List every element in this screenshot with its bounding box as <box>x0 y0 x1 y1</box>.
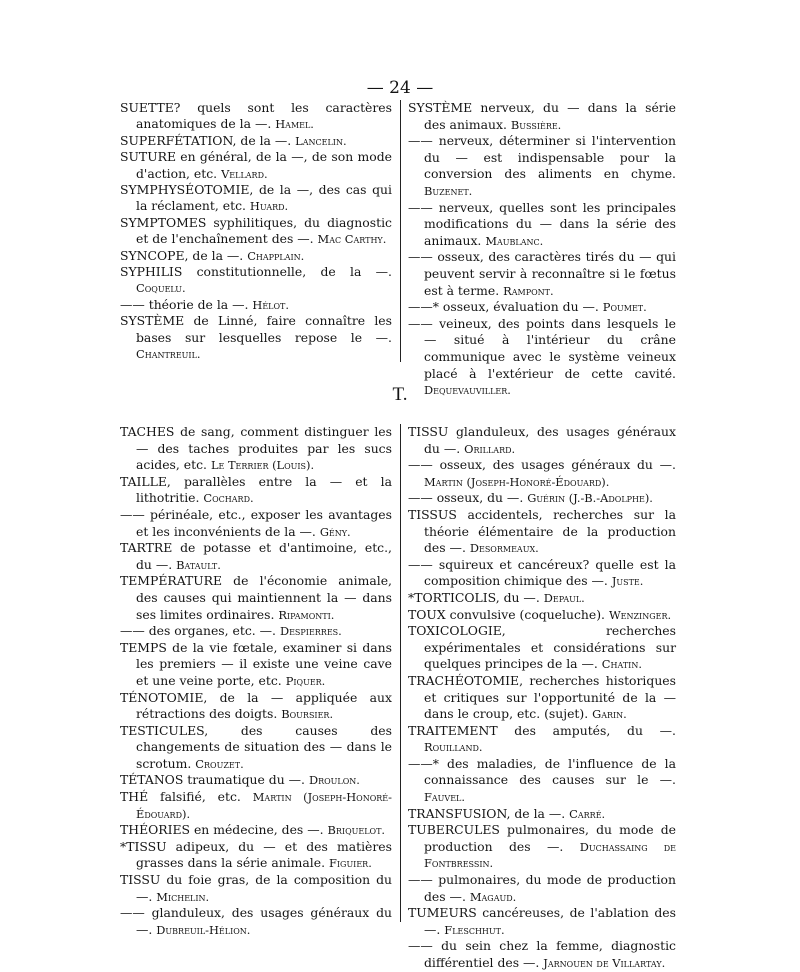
index-entry <box>120 248 392 264</box>
entry-author: Vellard. <box>221 166 268 181</box>
index-entry <box>408 299 676 316</box>
entry-text: THÉ falsifié, etc. <box>120 789 241 805</box>
entry-author: Carré. <box>569 806 606 821</box>
entry-author: Le Terrier (Louis). <box>210 458 315 473</box>
column-divider-top <box>400 100 401 362</box>
index-entry <box>408 905 676 938</box>
entry-text: —— théorie de la —. <box>120 296 249 312</box>
entry-text: TISSU glanduleux, des usages généraux du —. <box>408 424 676 456</box>
entry-text: TUMEURS cancéreuses, de l'ablation des —. <box>408 905 676 937</box>
index-entry <box>408 938 676 971</box>
entry-author: Guérin (J.-B.-Adolphe). <box>527 491 653 506</box>
entry-text: TRAITEMENT des amputés, du —. <box>408 722 676 738</box>
entry-author: Briquelot. <box>327 823 386 838</box>
entry-author: Fauvel. <box>424 790 465 805</box>
section-letter-heading: T. <box>392 384 408 405</box>
entry-author: Rampont. <box>503 283 554 298</box>
entry-author: Coquelu. <box>136 281 186 296</box>
entry-text: —— osseux, du —. <box>408 490 524 506</box>
entry-text: —— glanduleux, des usages généraux du —. <box>120 905 392 937</box>
index-entry <box>120 573 392 623</box>
entry-author: Dubreuil-Hélion. <box>156 922 251 937</box>
index-entry <box>408 806 676 823</box>
entry-author: Dequevauviller. <box>424 383 511 398</box>
entry-text: TÉTANOS traumatique du —. <box>120 772 305 788</box>
index-entry <box>120 149 392 182</box>
index-entry <box>120 905 392 938</box>
index-entry <box>120 872 392 905</box>
entry-author: Garin. <box>592 707 627 722</box>
entry-text: TACHES de sang, comment distinguer les — des taches produites par les sucs acides, etc. <box>120 424 392 473</box>
entry-text: SYMPTOMES syphilitiques, du diagnostic et de l'enchaînement des —. <box>120 214 392 247</box>
index-entry <box>120 507 392 540</box>
entry-author: Bussière. <box>510 117 562 132</box>
index-entry <box>408 723 676 756</box>
entry-text: THÉORIES en médecine, des —. <box>120 822 324 838</box>
entry-text: TESTICULES, des causes des changements de situation des — dans le scrotum. <box>120 722 392 771</box>
entry-author: Piquer. <box>285 673 326 688</box>
entry-author: Huard. <box>249 199 289 214</box>
entry-author: Chapplain. <box>247 248 305 263</box>
index-entry <box>120 297 392 313</box>
index-entry <box>120 100 392 133</box>
index-entry <box>408 490 676 507</box>
index-entry <box>408 673 676 723</box>
index-column-top-left <box>120 100 392 363</box>
entry-author: Gény. <box>319 524 351 539</box>
entry-author: Wenzinger. <box>608 607 672 622</box>
entry-author: Poumet. <box>602 300 647 315</box>
index-entry <box>408 424 676 457</box>
index-entry <box>120 822 392 839</box>
entry-author: Martin (Joseph-Honoré-Édouard). <box>136 790 392 821</box>
entry-author: Martin (Joseph-Honoré-Édouard). <box>424 474 610 489</box>
index-entry <box>408 623 676 673</box>
entry-author: Fleschhut. <box>444 922 505 937</box>
entry-text: —— pulmonaires, du mode de production des —. <box>408 872 676 904</box>
entry-text: TRANSFUSION, de la —. <box>408 805 566 821</box>
entry-text: —— nerveux, quelles sont les principales modifications du — dans la série des animaux. <box>408 199 676 248</box>
entry-text: —— nerveux, déterminer si l'intervention du — est indispensable pour la conversion des aliments en chyme. <box>408 133 676 182</box>
entry-author: Chantreuil. <box>136 347 201 362</box>
page-number: — 24 — <box>366 78 434 98</box>
index-entry <box>120 182 392 215</box>
entry-author: Batault. <box>176 557 221 572</box>
index-entry <box>408 872 676 905</box>
entry-author: Orillard. <box>464 441 516 456</box>
entry-text: TEMPÉRATURE de l'économie animale, des causes qui maintiennent la — dans ses limites ordinaires. <box>120 573 392 622</box>
entry-author: Chatin. <box>601 657 642 672</box>
entry-text: SYSTÈME de Linné, faire connaître les bases sur lesquelles repose le —. <box>120 313 392 345</box>
entry-author: Hélot. <box>252 297 290 312</box>
index-entry <box>120 723 392 773</box>
entry-author: Mac Carthy. <box>317 232 387 247</box>
entry-text: TAILLE, parallèles entre la — et la lithotritie. <box>120 473 392 506</box>
entry-text: SUTURE en général, de la —, de son mode d'action, etc. <box>120 149 392 181</box>
entry-text: —— osseux, des caractères tirés du — qui peuvent servir à reconnaître si le fœtus est à terme. <box>408 249 676 298</box>
entry-text: —— squireux et cancéreux? quelle est la composition chimique des —. <box>408 556 676 589</box>
entry-text: ——* osseux, évaluation du —. <box>408 299 599 315</box>
index-entry <box>120 789 392 822</box>
index-entry <box>408 822 676 872</box>
index-entry <box>120 640 392 690</box>
entry-author: Michelin. <box>156 889 210 904</box>
entry-author: Droulon. <box>308 773 360 788</box>
index-entry <box>120 264 392 297</box>
entry-text: ——* des maladies, de l'influence de la connaissance des causes sur le —. <box>408 755 676 788</box>
entry-text: —— du sein chez la femme, diagnostic différentiel des —. <box>408 938 676 970</box>
index-entry <box>408 249 676 299</box>
index-column-bottom-right <box>408 424 676 972</box>
index-entry <box>408 457 676 490</box>
index-entry <box>408 507 676 557</box>
entry-author: Depaul. <box>543 590 585 605</box>
entry-text: TUBERCULES pulmonaires, du mode de production des —. <box>408 822 676 854</box>
entry-author: Magaud. <box>469 889 517 904</box>
entry-text: TISSUS accidentels, recherches sur la théorie élémentaire de la production des —. <box>408 506 676 556</box>
entry-text: TOUX convulsive (coqueluche). <box>408 606 605 622</box>
entry-text: SUPERFÉTATION, de la —. <box>120 132 292 148</box>
index-entry <box>408 590 676 607</box>
entry-text: SUETTE? quels sont les caractères anatomiques de la —. <box>120 100 392 132</box>
index-entry <box>120 690 392 723</box>
entry-text: SYNCOPE, de la —. <box>120 247 244 263</box>
index-entry <box>408 557 676 590</box>
index-entry <box>120 133 392 149</box>
entry-author: Buzenet. <box>424 183 473 198</box>
entry-text: —— osseux, des usages généraux du —. <box>408 457 676 473</box>
entry-author: Rouilland. <box>424 740 483 755</box>
entry-text: —— des organes, etc. —. <box>120 623 276 639</box>
entry-text: TEMPS de la vie fœtale, examiner si dans les premiers — il existe une veine cave et une veine porte, etc. <box>120 639 392 688</box>
entry-author: Figuier. <box>328 856 372 871</box>
entry-author: Hamel. <box>275 117 314 132</box>
entry-author: Ripamonti. <box>278 607 335 622</box>
entry-author: Lancelin. <box>295 133 347 148</box>
entry-text: —— périnéale, etc., exposer les avantages et les inconvénients de la —. <box>120 506 392 539</box>
index-entry <box>120 474 392 507</box>
index-entry <box>408 756 676 806</box>
entry-author: Crouzet. <box>195 756 244 771</box>
column-divider-bottom <box>400 424 401 922</box>
entry-text: TISSU du foie gras, de la composition du —. <box>120 872 392 904</box>
entry-author: Desormeaux. <box>469 541 539 556</box>
index-entry <box>408 200 676 250</box>
index-entry <box>120 424 392 474</box>
index-entry <box>408 133 676 199</box>
index-column-bottom-left <box>120 424 392 938</box>
entry-author: Duchassaing de Fontbressin. <box>424 839 676 871</box>
entry-text: TÉNOTOMIE, de la — appliquée aux rétractions des doigts. <box>120 689 392 722</box>
entry-text: SYPHILIS constitutionnelle, de la —. <box>120 264 392 280</box>
index-entry <box>120 540 392 573</box>
index-entry <box>408 607 676 624</box>
index-entry <box>120 313 392 362</box>
index-entry <box>120 215 392 248</box>
entry-author: Jarnouen de Villartay. <box>543 956 666 970</box>
index-entry <box>120 772 392 789</box>
entry-text: SYSTÈME nerveux, du — dans la série des animaux. <box>408 100 676 132</box>
entry-text: *TORTICOLIS, du —. <box>408 589 540 605</box>
index-entry <box>120 839 392 872</box>
index-column-top-right <box>408 100 676 399</box>
entry-author: Maublanc. <box>485 233 544 248</box>
entry-author: Despierres. <box>279 624 342 639</box>
entry-text: TARTRE de potasse et d'antimoine, etc., du —. <box>120 540 392 572</box>
entry-text: *TISSU adipeux, du — et des matières grasses dans la série animale. <box>120 838 392 871</box>
entry-author: Cochard. <box>203 491 254 506</box>
entry-text: TRACHÉOTOMIE, recherches historiques et critiques sur l'opportunité de la — dans le croup, etc. (sujet). <box>408 672 676 722</box>
entry-text: TOXICOLOGIE, recherches expérimentales et considérations sur quelques principes de la —. <box>408 623 676 672</box>
entry-text: SYMPHYSÉOTOMIE, de la —, des cas qui la réclament, etc. <box>120 182 392 214</box>
entry-author: Juste. <box>611 574 644 589</box>
entry-text: —— veineux, des points dans lesquels le — situé à l'intérieur du crâne communique avec le système veineux placé à l'extérieur de cette cavité. <box>408 315 676 381</box>
index-entry <box>120 623 392 640</box>
entry-author: Boursier. <box>281 707 334 722</box>
index-entry <box>408 100 676 133</box>
